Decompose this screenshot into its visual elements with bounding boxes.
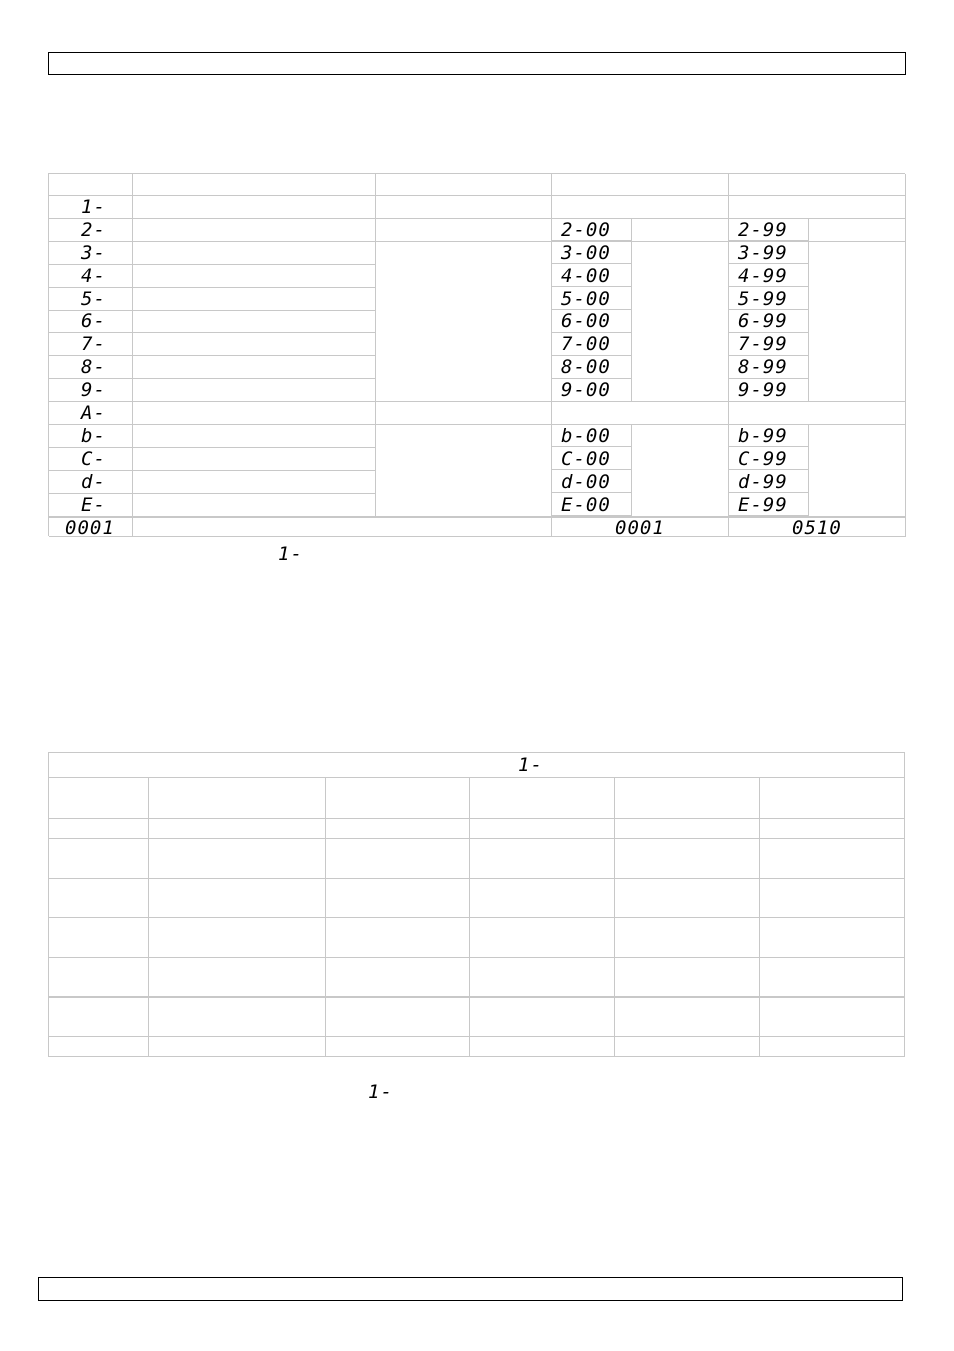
range-end: d-99: [738, 470, 788, 493]
dmx-code: 0001: [65, 516, 115, 539]
range-end: C-99: [738, 447, 788, 470]
mode-code: 3-: [81, 241, 106, 264]
range-end: 3-99: [738, 241, 788, 264]
range-end: 6-99: [738, 310, 788, 333]
range-end: 4-99: [738, 264, 788, 287]
mode-code: d-: [81, 470, 106, 493]
range-end: E-99: [738, 493, 788, 516]
mode-code: C-: [81, 447, 106, 470]
dmx-start: 0001: [615, 516, 665, 539]
mode-code: 6-: [81, 310, 106, 333]
mode-code: E-: [81, 493, 106, 516]
mode-code: A-: [81, 402, 106, 425]
note-mode-code: 1-: [278, 543, 303, 565]
range-start: 9-00: [561, 379, 611, 402]
range-end: 5-99: [738, 287, 788, 310]
range-start: b-00: [561, 424, 611, 447]
mode-code: 2-: [81, 218, 106, 241]
mode-code: 5-: [81, 287, 106, 310]
range-start: 5-00: [561, 287, 611, 310]
range-end: 7-99: [738, 333, 788, 356]
note-program-code: 1-: [368, 1081, 393, 1103]
range-end: 9-99: [738, 379, 788, 402]
dmx-end: 0510: [792, 516, 842, 539]
mode-code: 1-: [81, 195, 106, 218]
range-end: 8-99: [738, 356, 788, 379]
mode-code: 4-: [81, 264, 106, 287]
program-table: [48, 752, 905, 1057]
range-start: 8-00: [561, 356, 611, 379]
range-end: 2-99: [738, 218, 788, 241]
mode-code: 7-: [81, 333, 106, 356]
range-start: 7-00: [561, 333, 611, 356]
range-start: d-00: [561, 470, 611, 493]
range-start: 2-00: [561, 218, 611, 241]
range-start: C-00: [561, 447, 611, 470]
mode-table: [48, 173, 905, 539]
range-start: E-00: [561, 493, 611, 516]
program-table-title: 1-: [518, 753, 543, 776]
footer-bar: [38, 1277, 903, 1301]
mode-code: 9-: [81, 379, 106, 402]
range-start: 6-00: [561, 310, 611, 333]
header-bar: [48, 52, 906, 75]
range-start: 4-00: [561, 264, 611, 287]
mode-code: b-: [81, 424, 106, 447]
range-start: 3-00: [561, 241, 611, 264]
mode-code: 8-: [81, 356, 106, 379]
range-end: b-99: [738, 424, 788, 447]
